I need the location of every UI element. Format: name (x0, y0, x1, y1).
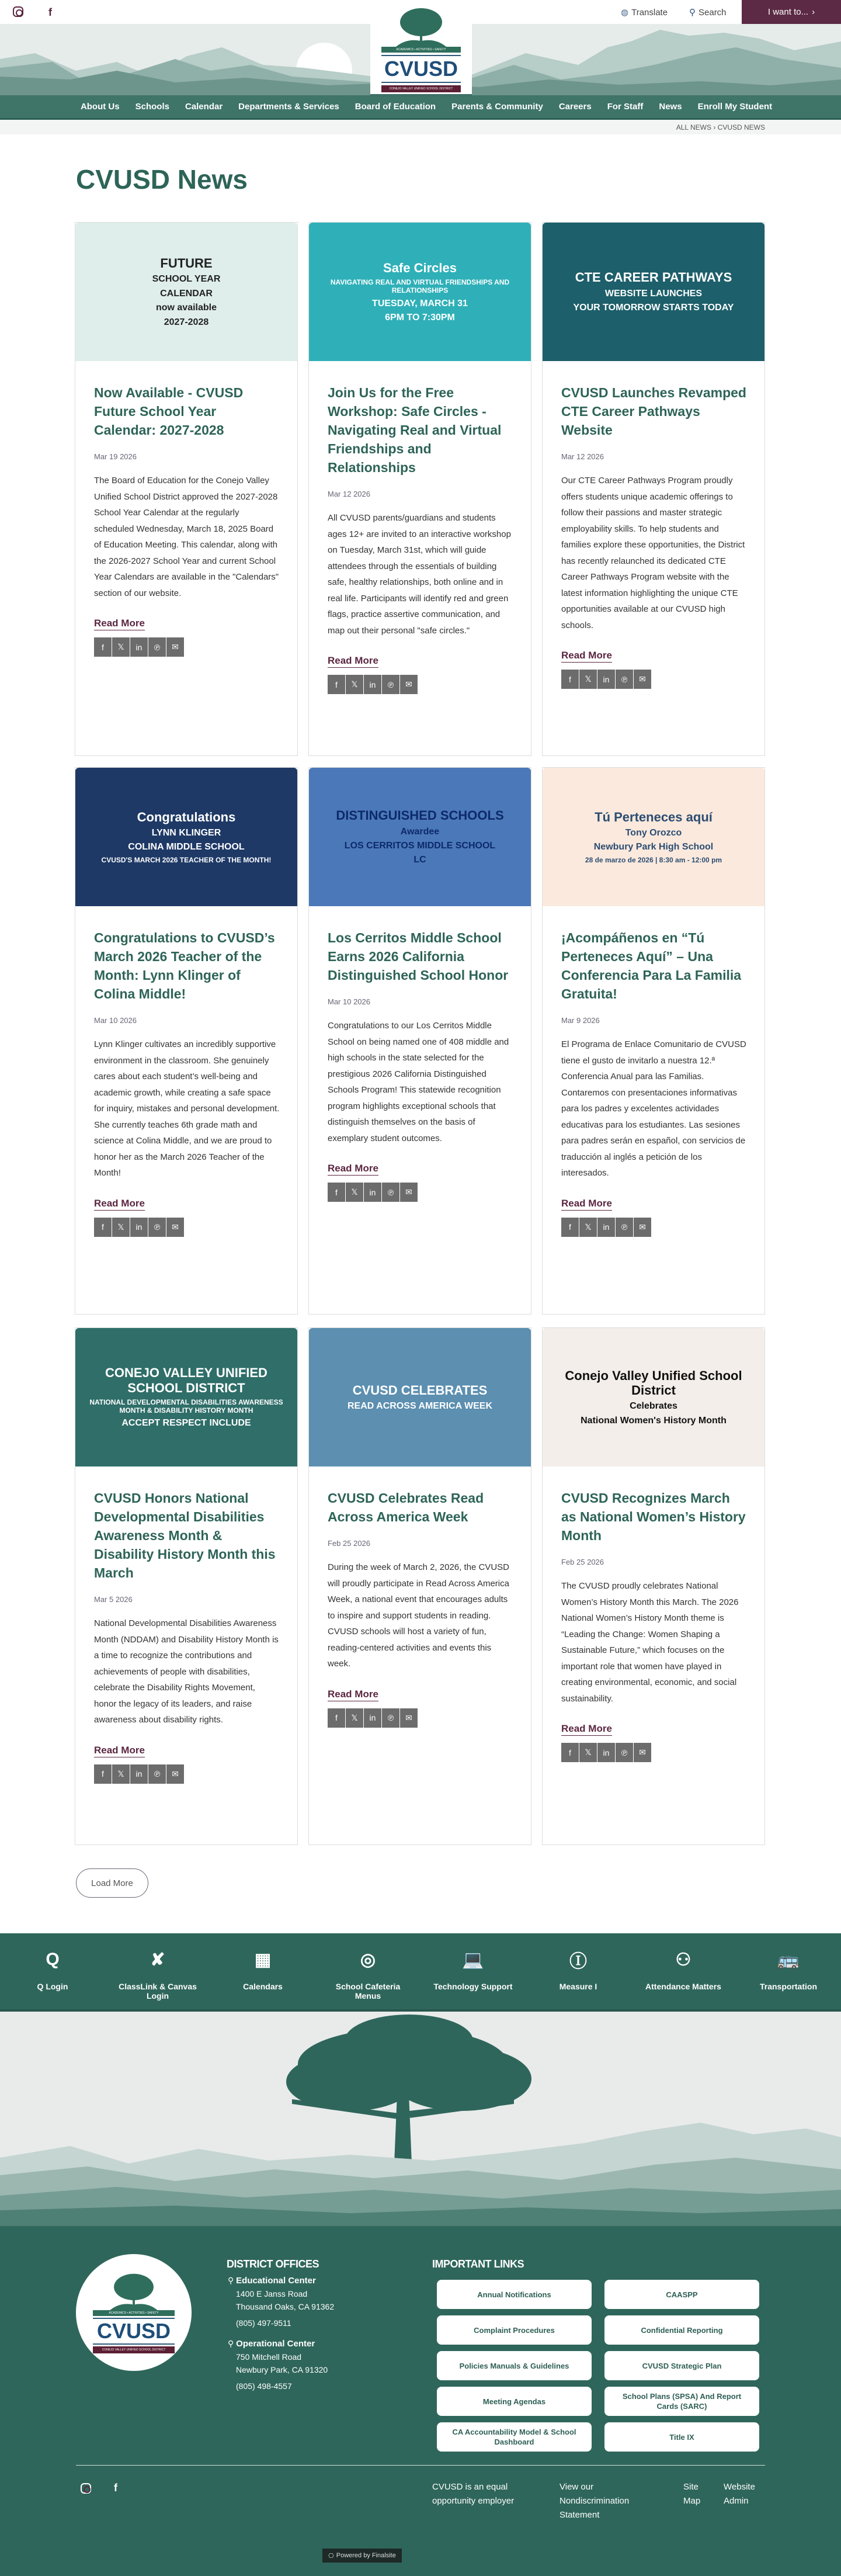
share-x-icon[interactable]: 𝕏 (346, 1708, 363, 1728)
news-summary: El Programa de Enlace Comunitario de CVUSD tiene el gusto de invitarlo a nuestra 12.ª Conferencia Anual para las Familias. Contaremos con presentaciones informativas para los padres y excelentes actividades educativas para los estudiantes. Las sesiones para padres serán en español, con servicios de traducción al inglés a petición de los interesados. (561, 1039, 746, 1178)
share-pinterest-icon[interactable]: ℗ (616, 670, 633, 689)
read-more-link[interactable]: Read More (561, 650, 612, 663)
image-text: 2027-2028 (164, 317, 209, 327)
breadcrumb-separator: › (713, 123, 716, 131)
share-buttons (94, 1218, 280, 1237)
main-nav (0, 95, 841, 120)
image-text: 28 de marzo de 2026 | 8:30 am - 12:00 pm (585, 855, 722, 864)
news-summary: National Developmental Disabilities Awareness Month (NDDAM) and Disability History Month is a time to recognize the contributions and achievements of people with disabilities, celebrate the Disability Rights Movement, honor the legacy of its leaders, and raise awareness about disability rights. (94, 1618, 279, 1725)
news-image[interactable] (309, 223, 531, 361)
share-email-icon[interactable]: ✉ (166, 637, 184, 657)
news-title[interactable]: CVUSD Launches Revamped CTE Career Pathways Website (561, 385, 746, 438)
image-text: DISTINGUISHED SCHOOLS (336, 808, 504, 823)
nav-departments[interactable]: Departments & Services (238, 102, 339, 112)
image-text: Awardee (400, 826, 440, 837)
read-more-link[interactable]: Read More (94, 1198, 145, 1211)
news-title[interactable]: Join Us for the Free Workshop: Safe Circles - Navigating Real and Virtual Friendships and Relationships (328, 385, 502, 475)
news-card (308, 1327, 531, 1845)
image-text: LC (413, 855, 426, 865)
office-address-line1: 750 Mitchell Road (236, 2352, 302, 2362)
load-more-button[interactable]: Load More (76, 1868, 148, 1898)
quick-link-label: Measure I (559, 1982, 597, 1991)
breadcrumb-bar (0, 120, 841, 134)
office-address-line2: Newbury Park, CA 91320 (236, 2365, 328, 2374)
news-summary: Our CTE Career Pathways Program proudly offers students unique academic offerings to follow their passions and master strategic employability skills. To help students and families explore these opportunities, the District has recently relaunched its dedicated CTE Career Pathways Program website with the latest information highlighting the unique CTE opportunities available at our CVUSD high schools. (561, 476, 745, 630)
news-card (75, 1327, 298, 1845)
important-links-heading: IMPORTANT LINKS (432, 2258, 524, 2270)
news-summary: During the week of March 2, 2026, the CVUSD will proudly participate in Read Across America Week, a national event that encourages adults to inspire and support students in reading. CVUSD schools will host a variety of fun, reading-centered activities and events this week. (328, 1562, 509, 1669)
share-facebook-icon[interactable]: f (328, 675, 345, 694)
share-pinterest-icon[interactable]: ℗ (382, 1183, 399, 1202)
map-pin-icon: ⚲ (228, 2276, 237, 2285)
news-date: Mar 10 2026 (328, 997, 370, 1006)
share-x-icon[interactable]: 𝕏 (579, 670, 597, 689)
quick-link-label: Calendars (243, 1982, 283, 1991)
news-date: Mar 12 2026 (328, 490, 370, 498)
search-icon: ⚲ (689, 8, 696, 18)
share-linkedin-icon[interactable]: in (597, 1218, 615, 1237)
image-text: READ ACROSS AMERICA WEEK (347, 1400, 492, 1411)
image-text: National Women's History Month (581, 1415, 727, 1426)
read-more-link[interactable]: Read More (328, 1163, 378, 1176)
nav-parents[interactable]: Parents & Community (451, 102, 543, 112)
important-link[interactable]: Complaint Procedures (437, 2315, 592, 2345)
breadcrumb-current: CVUSD NEWS (717, 123, 765, 131)
image-text: CVUSD'S MARCH 2026 TEACHER OF THE MONTH! (101, 855, 272, 864)
news-title[interactable]: Congratulations to CVUSD’s March 2026 Teacher of the Month: Lynn Klinger of Colina Middle! (94, 930, 275, 1001)
news-summary: Congratulations to our Los Cerritos Middle School on being named one of 408 middle and high schools in the state selected for the prestigious 2026 California Distinguished Schools Program! This statewide recognition program highlights exceptional schools that distinguish themselves on the basis of exemplary student outcomes. (328, 1021, 509, 1143)
nav-calendar[interactable]: Calendar (185, 102, 223, 112)
read-more-link[interactable]: Read More (94, 618, 145, 630)
news-title[interactable]: CVUSD Honors National Developmental Disabilities Awareness Month & Disability History Month this March (94, 1490, 276, 1580)
quick-link-label: ClassLink & Canvas Login (119, 1982, 197, 2001)
office-educational-center (228, 2274, 334, 2329)
news-date: Mar 12 2026 (561, 452, 604, 461)
image-text: CTE CAREER PATHWAYS (575, 270, 732, 285)
share-pinterest-icon[interactable]: ℗ (148, 1218, 166, 1237)
office-phone[interactable]: (805) 498-4557 (236, 2381, 292, 2391)
share-buttons (561, 670, 747, 689)
search-button[interactable] (689, 7, 727, 18)
image-text: Conejo Valley Unified School District (565, 1368, 742, 1398)
quick-link-icon: 💻 (462, 1950, 484, 1970)
image-text: COLINA MIDDLE SCHOOL (128, 842, 245, 852)
map-pin-icon: ⚲ (228, 2339, 237, 2348)
nav-board[interactable]: Board of Education (355, 102, 436, 112)
image-text: YOUR TOMORROW STARTS TODAY (573, 303, 734, 313)
nav-news[interactable]: News (659, 102, 682, 112)
share-linkedin-icon[interactable]: in (364, 1708, 381, 1728)
share-facebook-icon[interactable]: f (94, 1218, 112, 1237)
important-link[interactable]: Meeting Agendas (437, 2387, 592, 2416)
nav-about-us[interactable]: About Us (80, 102, 120, 112)
image-text: Newbury Park High School (593, 842, 714, 852)
office-name: Educational Center (236, 2276, 316, 2286)
share-facebook-icon[interactable]: f (328, 1708, 345, 1728)
share-pinterest-icon[interactable]: ℗ (616, 1218, 633, 1237)
important-link[interactable]: Policies Manuals & Guidelines (437, 2351, 592, 2380)
news-summary: Lynn Klinger cultivates an incredibly supportive environment in the classroom. She genuinely cares about each student’s well-being and academic growth, while creating a safe space for inquiry, mistakes and personal development. She currently teaches 6th grade math and science at Colina Middle, and we are proud to honor her as the March 2026 Teacher of the Month! (94, 1039, 280, 1178)
nav-for-staff[interactable]: For Staff (607, 102, 644, 112)
quick-link-measure-i[interactable] (526, 1933, 631, 2009)
search-label: Search (698, 7, 727, 18)
nav-careers[interactable]: Careers (558, 102, 592, 112)
office-address-line1: 1400 E Janss Road (236, 2289, 308, 2298)
share-buttons (328, 675, 513, 694)
image-text: Tú Perteneces aquí (595, 809, 713, 824)
image-text: NAVIGATING REAL AND VIRTUAL FRIENDSHIPS AND RELATIONSHIPS (330, 278, 510, 294)
oak-tree-icon (107, 2272, 160, 2310)
news-image[interactable] (543, 223, 764, 361)
image-text: SCHOOL YEAR (152, 274, 221, 285)
read-more-link[interactable]: Read More (561, 1723, 612, 1736)
powered-by-label: Powered by Finalsite (336, 2552, 396, 2559)
share-email-icon[interactable]: ✉ (400, 1183, 418, 1202)
i-want-to-label: I want to... (767, 7, 809, 17)
image-text: Celebrates (630, 1401, 677, 1412)
footer-logo-name: CVUSD (93, 2318, 175, 2345)
share-pinterest-icon[interactable]: ℗ (382, 675, 399, 694)
footer-facebook-icon[interactable]: f (114, 2482, 117, 2494)
share-buttons (328, 1708, 513, 1728)
site-map-link[interactable]: Site Map (683, 2482, 701, 2506)
quick-link-label: School Cafeteria Menus (335, 1982, 401, 2001)
quick-link-icon: Q (46, 1950, 60, 1969)
news-date: Mar 5 2026 (94, 1595, 133, 1604)
share-buttons (561, 1743, 747, 1762)
image-text: Safe Circles (383, 260, 457, 275)
share-buttons (94, 637, 280, 657)
image-text: Congratulations (137, 809, 236, 824)
news-date: Feb 25 2026 (561, 1558, 604, 1566)
news-summary: The Board of Education for the Conejo Valley Unified School District approved the 2027-2028 School Year Calendar at the regularly scheduled Wednesday, March 18, 2025 Board of Education Meeting. This calendar, along with the 2026-2027 School Year and current School Year Calendars are available in the "Calendars" section of our website. (94, 476, 279, 598)
share-buttons (94, 1764, 280, 1784)
news-card (542, 222, 765, 756)
website-admin-link[interactable]: Website Admin (724, 2482, 755, 2506)
share-buttons (561, 1218, 747, 1237)
share-buttons (328, 1183, 513, 1202)
image-text: CVUSD CELEBRATES (352, 1382, 488, 1398)
powered-by-finalsite[interactable] (322, 2549, 402, 2563)
image-text: CONEJO VALLEY UNIFIED SCHOOL DISTRICT (105, 1365, 267, 1395)
image-text: Tony Orozco (625, 827, 682, 838)
share-x-icon[interactable]: 𝕏 (346, 675, 363, 694)
important-link[interactable]: Title IX (604, 2422, 759, 2452)
quick-link-label: Attendance Matters (645, 1982, 721, 1991)
news-image[interactable] (543, 1328, 764, 1466)
oak-tree-icon (395, 6, 447, 47)
quick-link-icon: 🚌 (777, 1950, 800, 1970)
image-text: LYNN KLINGER (151, 827, 221, 838)
share-email-icon[interactable]: ✉ (634, 1218, 651, 1237)
news-title[interactable]: ¡Acompáñenos en “Tú Perteneces Aquí” – Una Conferencia Para La Familia Gratuita! (561, 930, 742, 1001)
important-link[interactable]: CVUSD Strategic Plan (604, 2351, 759, 2380)
footer-divider (76, 2465, 765, 2466)
share-pinterest-icon[interactable]: ℗ (148, 637, 166, 657)
share-email-icon[interactable]: ✉ (634, 1743, 651, 1762)
share-x-icon[interactable]: 𝕏 (112, 1764, 130, 1784)
breadcrumb-all-news[interactable]: ALL NEWS (676, 123, 711, 131)
news-title[interactable]: Los Cerritos Middle School Earns 2026 California Distinguished School Honor (328, 930, 509, 983)
chevron-right-icon: › (812, 7, 815, 17)
share-linkedin-icon[interactable]: in (130, 637, 148, 657)
i-want-to-button[interactable] (742, 0, 841, 24)
quick-link-classlink-canvas-login[interactable] (105, 1933, 210, 2009)
page-title: CVUSD News (76, 164, 248, 195)
quick-link-icon: Ⓘ (569, 1952, 587, 1971)
quick-link-icon: ◎ (360, 1950, 376, 1970)
quick-link-calendars[interactable] (210, 1933, 315, 2009)
quick-link-icon: ✘ (150, 1950, 165, 1970)
translate-button[interactable] (621, 7, 668, 18)
quick-link-label: Technology Support (433, 1982, 513, 1991)
footer-instagram-icon[interactable] (81, 2483, 92, 2495)
news-date: Mar 9 2026 (561, 1016, 600, 1025)
important-link[interactable]: School Plans (SPSA) And Report Cards (SARC) (604, 2387, 759, 2416)
share-facebook-icon[interactable]: f (328, 1183, 345, 1202)
news-date: Feb 25 2026 (328, 1539, 371, 1548)
image-text: TUESDAY, MARCH 31 (372, 298, 468, 308)
nav-schools[interactable]: Schools (135, 102, 169, 112)
news-title[interactable]: CVUSD Recognizes March as National Women’s History Month (561, 1490, 746, 1543)
read-more-link[interactable]: Read More (561, 1198, 612, 1211)
news-title[interactable]: CVUSD Celebrates Read Across America Week (328, 1490, 484, 1524)
nondiscrimination-link[interactable]: View our Nondiscrimination Statement (559, 2482, 630, 2520)
news-image[interactable] (75, 223, 297, 361)
logo-district: CONEJO VALLEY UNIFIED SCHOOL DISTRICT (381, 85, 461, 92)
translate-label: Translate (631, 7, 668, 18)
share-x-icon[interactable]: 𝕏 (579, 1218, 597, 1237)
important-link[interactable]: Annual Notifications (437, 2280, 592, 2309)
quick-link-transportation[interactable] (736, 1933, 841, 2009)
important-link[interactable]: Confidential Reporting (604, 2315, 759, 2345)
share-facebook-icon[interactable]: f (561, 670, 579, 689)
share-facebook-icon[interactable]: f (94, 1764, 112, 1784)
share-pinterest-icon[interactable]: ℗ (382, 1708, 399, 1728)
logo-tagline: ACADEMICS • ACTIVITIES • SAFETY (381, 47, 461, 53)
share-facebook-icon[interactable]: f (561, 1218, 579, 1237)
quick-link-school-cafeteria-menus[interactable] (315, 1933, 420, 2009)
equal-opportunity-text: CVUSD is an equal opportunity employer (432, 2482, 515, 2506)
important-link[interactable]: CA Accountability Model & School Dashboard (437, 2422, 592, 2452)
share-facebook-icon[interactable]: f (561, 1743, 579, 1762)
news-title[interactable]: Now Available - CVUSD Future School Year Calendar: 2027-2028 (94, 385, 244, 438)
image-text: LOS CERRITOS MIDDLE SCHOOL (344, 840, 496, 851)
share-linkedin-icon[interactable]: in (364, 675, 381, 694)
nav-enroll[interactable]: Enroll My Student (697, 102, 773, 112)
office-address-line2: Thousand Oaks, CA 91362 (236, 2302, 335, 2311)
share-x-icon[interactable]: 𝕏 (112, 1218, 130, 1237)
news-image[interactable] (75, 768, 297, 906)
news-image[interactable] (309, 768, 531, 906)
share-linkedin-icon[interactable]: in (130, 1764, 148, 1784)
share-email-icon[interactable]: ✉ (166, 1218, 184, 1237)
footer-logo-tagline: ACADEMICS • ACTIVITIES • SAFETY (93, 2310, 175, 2316)
read-more-link[interactable]: Read More (94, 1745, 145, 1757)
news-date: Mar 10 2026 (94, 1016, 137, 1025)
image-text: 6PM TO 7:30PM (385, 312, 455, 323)
news-image[interactable] (75, 1328, 297, 1466)
quick-link-label: Q Login (37, 1982, 68, 1991)
image-text: ACCEPT RESPECT INCLUDE (121, 1418, 251, 1429)
breadcrumb (676, 123, 765, 131)
news-card (308, 767, 531, 1315)
image-text: now available (155, 303, 217, 313)
share-pinterest-icon[interactable]: ℗ (148, 1764, 166, 1784)
translate-icon: ◍ (621, 8, 629, 18)
news-image[interactable] (543, 768, 764, 906)
news-summary: All CVUSD parents/guardians and students ages 12+ are invited to an interactive workshop on Tuesday, March 31st, which will guide attendees through the essentials of building safe, healthy relationships, both online and in real life. Participants will identify red and green flags, practice assertive communication, and map out their personal "safe circles." (328, 513, 511, 636)
oak-tree-landscape (0, 2012, 841, 2227)
image-text: NATIONAL DEVELOPMENTAL DISABILITIES AWARENESS MONTH & DISABILITY HISTORY MONTH (89, 1398, 283, 1414)
district-offices-heading: DISTRICT OFFICES (227, 2258, 319, 2270)
news-date: Mar 19 2026 (94, 452, 137, 461)
read-more-link[interactable]: Read More (328, 655, 378, 668)
image-text: CALENDAR (160, 288, 213, 299)
footer-logo-district: CONEJO VALLEY UNIFIED SCHOOL DISTRICT (93, 2346, 175, 2353)
share-x-icon[interactable]: 𝕏 (346, 1183, 363, 1202)
news-image[interactable] (309, 1328, 531, 1466)
quick-link-attendance-matters[interactable] (631, 1933, 736, 2009)
instagram-icon[interactable] (13, 6, 25, 18)
share-email-icon[interactable]: ✉ (634, 670, 651, 689)
logo-name: CVUSD (381, 55, 461, 83)
office-phone[interactable]: (805) 497-9511 (236, 2318, 291, 2328)
share-email-icon[interactable]: ✉ (400, 1708, 418, 1728)
news-card (75, 767, 298, 1315)
news-card (542, 1327, 765, 1845)
image-text: FUTURE (160, 256, 213, 271)
quick-link-q-login[interactable] (0, 1933, 105, 2009)
quick-links-bar (0, 1933, 841, 2012)
share-pinterest-icon[interactable]: ℗ (616, 1743, 633, 1762)
share-linkedin-icon[interactable]: in (597, 1743, 615, 1762)
share-email-icon[interactable]: ✉ (166, 1764, 184, 1784)
read-more-link[interactable]: Read More (328, 1689, 378, 1701)
news-summary: The CVUSD proudly celebrates National Women’s History Month this March. The 2026 National Women’s History Month theme is “Leading the Change: Women Shaping a Sustainable Future,” which focuses on the important role that women have played in creating environmental, economic, and social sustainability. (561, 1581, 739, 1704)
important-link[interactable]: CAASPP (604, 2280, 759, 2309)
quick-link-icon: ⚇ (675, 1950, 691, 1970)
quick-link-icon: ▦ (254, 1950, 272, 1970)
share-linkedin-icon[interactable]: in (364, 1183, 381, 1202)
share-linkedin-icon[interactable]: in (130, 1218, 148, 1237)
share-linkedin-icon[interactable]: in (597, 670, 615, 689)
share-email-icon[interactable]: ✉ (400, 675, 418, 694)
share-facebook-icon[interactable]: f (94, 637, 112, 657)
quick-link-technology-support[interactable] (420, 1933, 526, 2009)
office-name: Operational Center (236, 2339, 315, 2349)
office-operational-center (228, 2337, 328, 2393)
quick-link-label: Transportation (759, 1982, 817, 1991)
footer (0, 2226, 841, 2576)
share-x-icon[interactable]: 𝕏 (579, 1743, 597, 1762)
finalsite-icon: ⎔ (328, 2552, 334, 2560)
share-x-icon[interactable]: 𝕏 (112, 637, 130, 657)
news-card (75, 222, 298, 756)
news-card (308, 222, 531, 756)
district-logo[interactable] (370, 0, 472, 96)
footer-logo[interactable] (76, 2254, 192, 2371)
facebook-icon[interactable]: f (48, 6, 52, 18)
image-text: WEBSITE LAUNCHES (604, 288, 703, 299)
news-card (542, 767, 765, 1315)
